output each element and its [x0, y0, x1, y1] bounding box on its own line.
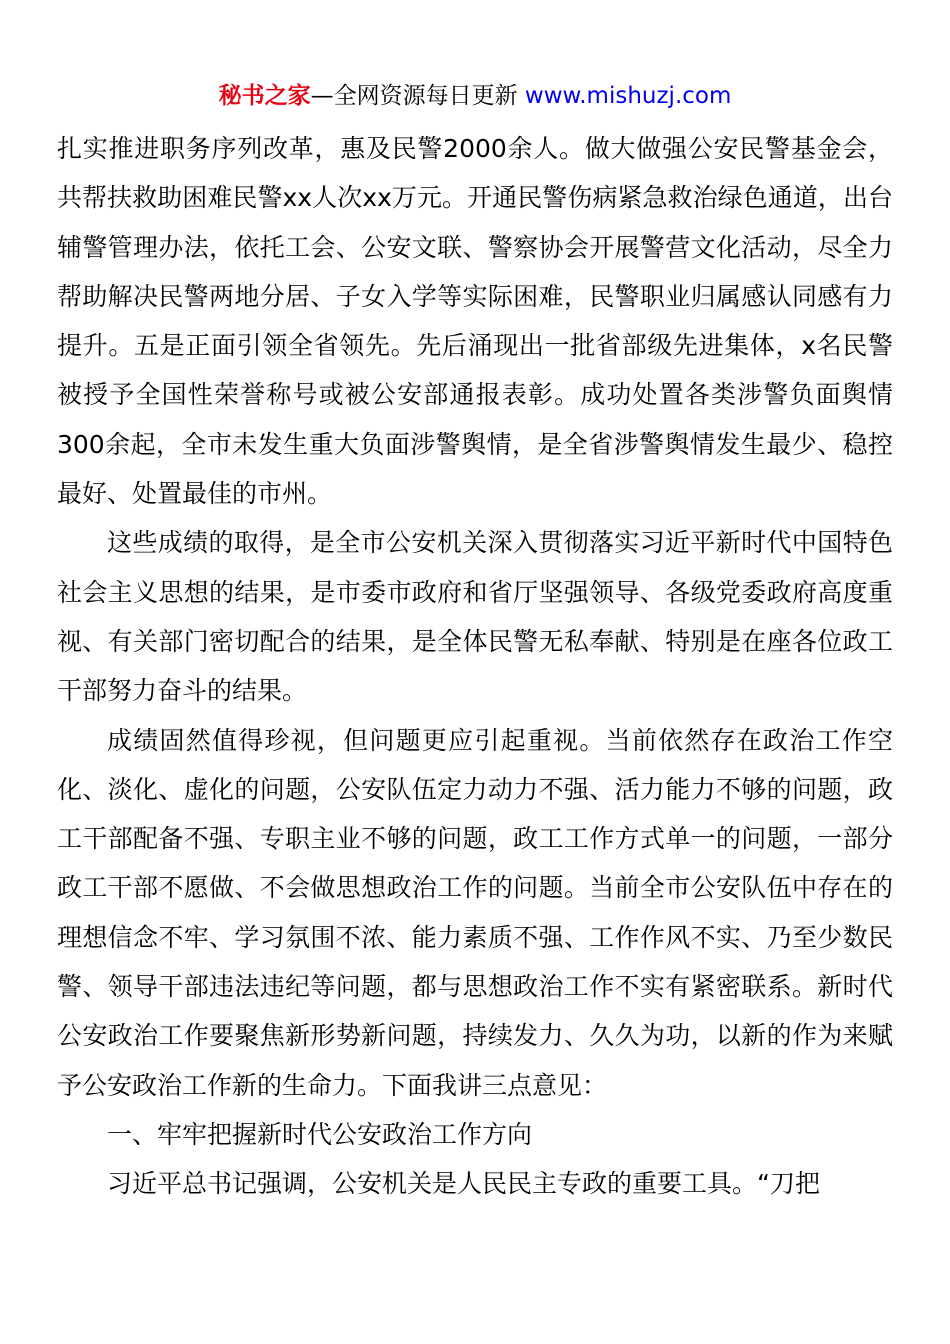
paragraph-problems: 成绩固然值得珍视，但问题更应引起重视。当前依然存在政治工作空化、淡化、虚化的问题，公安队伍定力动力不强、活力能力不够的问题，政工干部配备不强、专职主业不够的问题，政工工作方式单一的问题，一部分政工干部不愿做、不会做思想政治工作的问题。当前全市公安队伍中存在的理想信念不牢、学习氛围不浓、能力素质不强、工作作风不实、乃至少数民警、领导干部违法违纪等问题，都与思想政治工作不实有紧密联系。新时代公安政治工作要聚焦新形势新问题，持续发力、久久为功，以新的作为来赋予公安政治工作新的生命力。下面我讲三点意见： [57, 725, 893, 1100]
brand-name: 秘书之家 [218, 83, 311, 109]
section-heading-one: 一、牢牢把握新时代公安政治工作方向 [107, 1119, 533, 1149]
document-body [57, 124, 893, 1209]
paragraph-section-one-start: 习近平总书记强调，公安机关是人民民主专政的重要工具。“刀把 [107, 1169, 820, 1199]
site-url-link[interactable]: www.mishuzj.com [524, 83, 732, 109]
header-tagline: —全网资源每日更新 [310, 83, 518, 109]
page-header [0, 80, 950, 112]
paragraph-achievements-continued: 扎实推进职务序列改革，惠及民警2000余人。做大做强公安民警基金会，共帮扶救助困难民警xx人次xx万元。开通民警伤病紧急救治绿色通道，出台辅警管理办法，依托工会、公安文联、警察协会开展警营文化活动，尽全力帮助解决民警两地分居、子女入学等实际困难，民警职业归属感认同感有力提升。五是正面引领全省领先。先后涌现出一批省部级先进集体，x名民警被授予全国性荣誉称号或被公安部通报表彰。成功处置各类涉警负面舆情300余起，全市未发生重大负面涉警舆情，是全省涉警舆情发生最少、稳控最好、处置最佳的市州。 [57, 134, 893, 509]
paragraph-achievement-reasons: 这些成绩的取得，是全市公安机关深入贯彻落实习近平新时代中国特色社会主义思想的结果，是市委市政府和省厅坚强领导、各级党委政府高度重视、有关部门密切配合的结果，是全体民警无私奉献、特别是在座各位政工干部努力奋斗的结果。 [57, 528, 893, 706]
